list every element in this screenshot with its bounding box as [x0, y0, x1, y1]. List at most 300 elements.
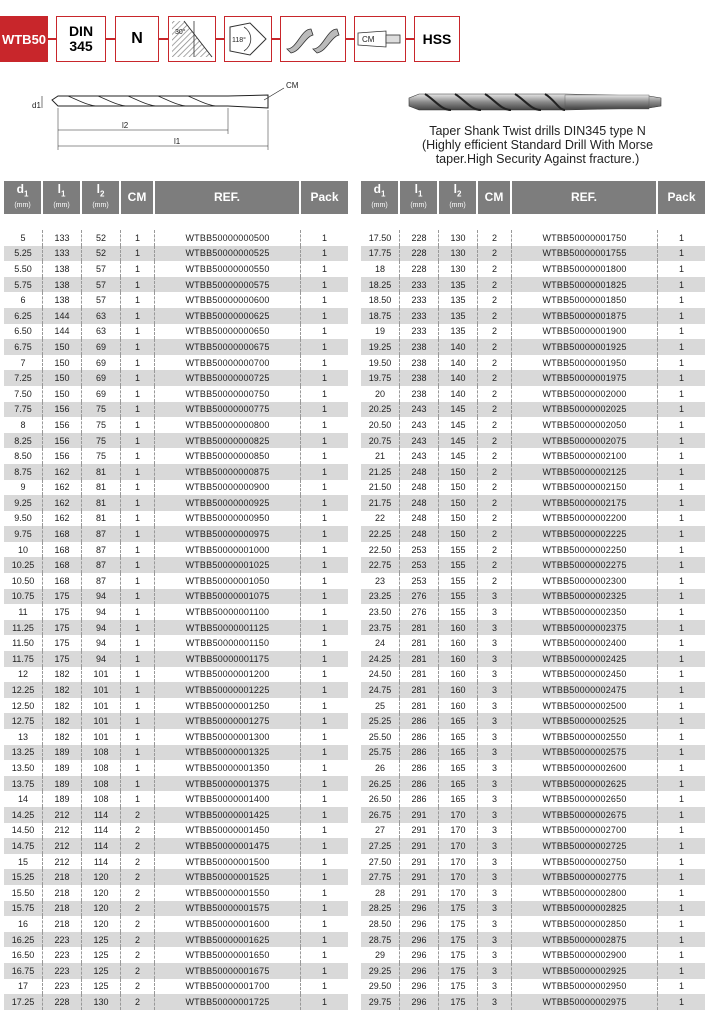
cell-ref: WTBB50000001755 [512, 246, 658, 262]
cell-ref: WTBB50000002150 [512, 480, 658, 496]
cell-ref: WTBB50000001650 [155, 947, 301, 963]
header-l1-symbol: l [57, 182, 61, 197]
cell-pack: 1 [678, 981, 684, 992]
cell-d1: 19.75 [361, 370, 400, 386]
cell-cm: 1 [121, 604, 155, 620]
cell-d1: 16.50 [4, 947, 43, 963]
table-row [4, 464, 348, 480]
cell-l2: 52 [82, 230, 121, 246]
header-l1-subscript: 1 [60, 189, 66, 199]
cell-ref: WTBB50000002375 [512, 620, 658, 636]
spacer-cell [400, 214, 439, 230]
cell-l1: 212 [43, 854, 82, 870]
cell-pack: 1 [301, 651, 348, 667]
cell-l2: 120 [82, 901, 121, 917]
table-row [361, 823, 705, 839]
cell-d1: 18 [361, 261, 400, 277]
cell-pack: 1 [321, 263, 327, 274]
cell-ref: WTBB50000002175 [512, 495, 658, 511]
cell-l2: 175 [439, 994, 478, 1010]
cell-cm: 3 [478, 854, 512, 870]
cell-l2: 101 [82, 698, 121, 714]
table-row [361, 417, 705, 433]
cell-pack: 1 [678, 794, 684, 805]
cell-d1: 8.25 [4, 433, 43, 449]
caption-line-3: taper.High Security Against fracture.) [435, 152, 640, 166]
cell-d1: 24.50 [361, 667, 400, 683]
cell-l2: 140 [439, 355, 478, 371]
cell-pack: 1 [301, 339, 348, 355]
cell-cm: 2 [478, 246, 512, 262]
cell-cm: 1 [121, 417, 155, 433]
cell-ref: WTBB50000001050 [155, 573, 301, 589]
cell-cm: 3 [478, 947, 512, 963]
cell-cm: 2 [478, 261, 512, 277]
cell-cm: 3 [478, 620, 512, 636]
cell-pack: 1 [301, 433, 348, 449]
cell-l1: 212 [43, 838, 82, 854]
din-number: 345 [69, 38, 93, 54]
table-row [361, 651, 705, 667]
cell-l1: 243 [400, 417, 439, 433]
table-row [361, 869, 705, 885]
table-row [4, 713, 348, 729]
cell-pack: 1 [678, 232, 684, 243]
table-row [361, 635, 705, 651]
cell-l1: 138 [43, 292, 82, 308]
table-row [361, 760, 705, 776]
table-row [4, 246, 348, 262]
cell-pack: 1 [321, 669, 327, 680]
cell-d1: 7 [4, 355, 43, 371]
cell-pack: 1 [678, 607, 684, 618]
cell-cm: 3 [478, 901, 512, 917]
table-row [361, 979, 705, 995]
cell-pack: 1 [321, 700, 327, 711]
cell-ref: WTBB50000002350 [512, 604, 658, 620]
cell-d1: 15.50 [4, 885, 43, 901]
cell-cm: 3 [478, 979, 512, 995]
cell-l1: 286 [400, 713, 439, 729]
cell-cm: 2 [478, 495, 512, 511]
cell-cm: 2 [121, 901, 155, 917]
cell-ref: WTBB50000001500 [155, 854, 301, 870]
cell-d1: 21 [361, 448, 400, 464]
cell-l2: 120 [82, 916, 121, 932]
cell-pack: 1 [678, 388, 684, 399]
table-row [361, 901, 705, 917]
cell-l1: 291 [400, 885, 439, 901]
cell-l1: 218 [43, 901, 82, 917]
cell-l1: 296 [400, 916, 439, 932]
cell-d1: 9.25 [4, 495, 43, 511]
cell-pack: 1 [678, 825, 684, 836]
cell-l2: 108 [82, 745, 121, 761]
header-ref: REF. [512, 181, 658, 214]
cell-l1: 182 [43, 713, 82, 729]
drawing-cm-label: CM [286, 81, 299, 90]
cell-d1: 17.75 [361, 246, 400, 262]
table-row [4, 635, 348, 651]
cell-d1: 24 [361, 635, 400, 651]
table-row [4, 448, 348, 464]
table-row [4, 557, 348, 573]
cell-cm: 3 [478, 682, 512, 698]
header-l2-subscript: 2 [99, 189, 105, 199]
cell-cm: 3 [478, 994, 512, 1010]
cell-pack: 1 [658, 495, 705, 511]
cell-cm: 2 [478, 542, 512, 558]
cell-l1: 168 [43, 557, 82, 573]
cell-l1: 168 [43, 526, 82, 542]
cell-ref: WTBB50000001025 [155, 557, 301, 573]
cell-d1: 27 [361, 823, 400, 839]
cell-l1: 189 [43, 745, 82, 761]
cell-cm: 1 [121, 589, 155, 605]
cell-l2: 145 [439, 448, 478, 464]
cell-cm: 1 [121, 402, 155, 418]
cell-l1: 276 [400, 604, 439, 620]
cell-ref: WTBB50000002525 [512, 713, 658, 729]
cell-pack: 1 [678, 575, 684, 586]
cell-ref: WTBB50000001075 [155, 589, 301, 605]
cell-d1: 15.25 [4, 869, 43, 885]
cell-d1: 8 [4, 417, 43, 433]
cell-d1: 20 [361, 386, 400, 402]
cell-cm: 2 [121, 932, 155, 948]
cell-pack: 1 [658, 308, 705, 324]
helix-angle-icon [168, 16, 216, 62]
cell-ref: WTBB50000001950 [512, 355, 658, 371]
cell-l1: 223 [43, 963, 82, 979]
cell-cm: 3 [478, 823, 512, 839]
cell-l1: 138 [43, 277, 82, 293]
cell-l2: 108 [82, 791, 121, 807]
cell-l2: 125 [82, 932, 121, 948]
cell-pack: 1 [321, 607, 327, 618]
cell-cm: 2 [478, 557, 512, 573]
table-row [361, 433, 705, 449]
cell-cm: 2 [121, 885, 155, 901]
cell-l2: 114 [82, 854, 121, 870]
table-row [4, 573, 348, 589]
cell-l1: 162 [43, 480, 82, 496]
header-d1-symbol: d [16, 182, 24, 197]
cell-l2: 155 [439, 542, 478, 558]
header-l1-unit: (mm) [410, 201, 427, 209]
cell-l2: 170 [439, 885, 478, 901]
cell-l1: 223 [43, 932, 82, 948]
spacer-cell [4, 214, 43, 230]
cell-l1: 228 [400, 261, 439, 277]
cell-d1: 29.50 [361, 979, 400, 995]
cell-pack: 1 [658, 713, 705, 729]
header-l2-symbol: l [453, 182, 457, 197]
cell-d1: 13.25 [4, 745, 43, 761]
cell-l2: 140 [439, 386, 478, 402]
cell-ref: WTBB50000001100 [155, 604, 301, 620]
table-row [361, 230, 705, 246]
cell-cm: 2 [478, 573, 512, 589]
cell-l2: 57 [82, 261, 121, 277]
cell-ref: WTBB50000002775 [512, 869, 658, 885]
cell-d1: 12 [4, 667, 43, 683]
cell-l2: 94 [82, 635, 121, 651]
cell-cm: 1 [121, 667, 155, 683]
cell-l2: 135 [439, 324, 478, 340]
cell-d1: 14.75 [4, 838, 43, 854]
product-code: WTB50 [1, 31, 47, 47]
cell-l1: 175 [43, 635, 82, 651]
cell-pack: 1 [678, 357, 684, 368]
cell-pack: 1 [321, 388, 327, 399]
cell-l1: 223 [43, 979, 82, 995]
cell-cm: 3 [478, 807, 512, 823]
cell-l2: 57 [82, 292, 121, 308]
cell-ref: WTBB50000000650 [155, 324, 301, 340]
cell-ref: WTBB50000001600 [155, 916, 301, 932]
cell-d1: 13.50 [4, 760, 43, 776]
cell-d1: 11.25 [4, 620, 43, 636]
cell-pack: 1 [658, 620, 705, 636]
cell-l1: 218 [43, 885, 82, 901]
header-d1-unit: (mm) [14, 201, 31, 209]
cell-l1: 296 [400, 947, 439, 963]
cell-cm: 2 [121, 963, 155, 979]
table-row [361, 308, 705, 324]
table-row [361, 776, 705, 792]
cell-pack: 1 [321, 825, 327, 836]
header-l2-unit: (mm) [449, 201, 466, 209]
cell-d1: 13.75 [4, 776, 43, 792]
cell-ref: WTBB50000002950 [512, 979, 658, 995]
cell-d1: 11.50 [4, 635, 43, 651]
cell-pack: 1 [658, 339, 705, 355]
cell-cm: 1 [121, 745, 155, 761]
cell-ref: WTBB50000002900 [512, 947, 658, 963]
table-row [361, 339, 705, 355]
cell-l1: 276 [400, 589, 439, 605]
table-row [361, 604, 705, 620]
cell-d1: 5 [4, 230, 43, 246]
cell-l1: 281 [400, 682, 439, 698]
cell-l1: 286 [400, 776, 439, 792]
cell-ref: WTBB50000000525 [155, 246, 301, 262]
cell-cm: 2 [121, 854, 155, 870]
cell-ref: WTBB50000000850 [155, 448, 301, 464]
cell-ref: WTBB50000002750 [512, 854, 658, 870]
cell-ref: WTBB50000001850 [512, 292, 658, 308]
cell-l1: 291 [400, 823, 439, 839]
header-l1 [400, 181, 439, 214]
cell-l1: 168 [43, 542, 82, 558]
cell-cm: 2 [478, 480, 512, 496]
cell-d1: 20.25 [361, 402, 400, 418]
header-ref: REF. [155, 181, 301, 214]
cell-l2: 63 [82, 324, 121, 340]
cell-d1: 10 [4, 542, 43, 558]
cell-l2: 160 [439, 667, 478, 683]
cell-l1: 182 [43, 667, 82, 683]
cell-cm: 1 [121, 448, 155, 464]
cell-l1: 182 [43, 682, 82, 698]
cell-l1: 175 [43, 604, 82, 620]
cell-ref: WTBB50000002875 [512, 932, 658, 948]
cell-l1: 286 [400, 760, 439, 776]
cell-d1: 11 [4, 604, 43, 620]
cell-pack: 1 [678, 451, 684, 462]
cell-l2: 145 [439, 417, 478, 433]
cell-d1: 6 [4, 292, 43, 308]
table-row [4, 994, 348, 1010]
cell-ref: WTBB50000000800 [155, 417, 301, 433]
drill-diagram [28, 78, 308, 158]
cell-l2: 170 [439, 823, 478, 839]
header-d1 [4, 181, 43, 214]
cell-ref: WTBB50000002250 [512, 542, 658, 558]
cell-cm: 2 [478, 464, 512, 480]
cell-cm: 2 [478, 386, 512, 402]
cell-pack: 1 [678, 700, 684, 711]
cell-ref: WTBB50000000725 [155, 370, 301, 386]
cell-ref: WTBB50000001925 [512, 339, 658, 355]
cell-d1: 26.75 [361, 807, 400, 823]
cell-pack: 1 [658, 589, 705, 605]
cell-ref: WTBB50000001200 [155, 667, 301, 683]
table-row [361, 947, 705, 963]
cell-cm: 1 [121, 682, 155, 698]
cell-l1: 150 [43, 355, 82, 371]
cell-ref: WTBB50000002400 [512, 635, 658, 651]
cell-pack: 1 [301, 495, 348, 511]
material-badge [414, 16, 460, 62]
cell-l2: 140 [439, 370, 478, 386]
cell-ref: WTBB50000002225 [512, 526, 658, 542]
table-spacer [4, 214, 348, 230]
cell-l2: 150 [439, 511, 478, 527]
cell-pack: 1 [658, 526, 705, 542]
cell-cm: 3 [478, 745, 512, 761]
cell-l2: 69 [82, 370, 121, 386]
cell-l2: 81 [82, 495, 121, 511]
cell-pack: 1 [658, 963, 705, 979]
cell-pack: 1 [301, 745, 348, 761]
table-row [361, 495, 705, 511]
cell-ref: WTBB50000001700 [155, 979, 301, 995]
table-row [4, 760, 348, 776]
table-row [361, 448, 705, 464]
table-row [4, 729, 348, 745]
cell-l1: 248 [400, 511, 439, 527]
cell-cm: 3 [478, 729, 512, 745]
cell-l2: 170 [439, 807, 478, 823]
cell-pack: 1 [301, 589, 348, 605]
table-row [361, 854, 705, 870]
cell-pack: 1 [301, 402, 348, 418]
cell-d1: 16 [4, 916, 43, 932]
cell-ref: WTBB50000002800 [512, 885, 658, 901]
cell-ref: WTBB50000000950 [155, 511, 301, 527]
cell-l2: 155 [439, 557, 478, 573]
cell-cm: 1 [121, 557, 155, 573]
cell-pack: 1 [321, 544, 327, 555]
cell-cm: 3 [478, 838, 512, 854]
cell-pack: 1 [301, 526, 348, 542]
cell-l2: 101 [82, 713, 121, 729]
cell-cm: 1 [121, 464, 155, 480]
cell-pack: 1 [301, 464, 348, 480]
cell-l1: 156 [43, 402, 82, 418]
cell-d1: 27.50 [361, 854, 400, 870]
cell-l1: 291 [400, 854, 439, 870]
cell-l2: 81 [82, 511, 121, 527]
cell-d1: 21.50 [361, 480, 400, 496]
header-l2-unit: (mm) [92, 201, 109, 209]
cell-l2: 75 [82, 417, 121, 433]
table-row [4, 823, 348, 839]
cell-cm: 1 [121, 324, 155, 340]
cell-l1: 238 [400, 370, 439, 386]
cell-l1: 243 [400, 448, 439, 464]
cell-pack: 1 [678, 918, 684, 929]
cell-l1: 223 [43, 947, 82, 963]
cell-cm: 1 [121, 386, 155, 402]
cell-d1: 23.25 [361, 589, 400, 605]
cell-ref: WTBB50000000575 [155, 277, 301, 293]
cell-pack: 1 [301, 246, 348, 262]
spacer-cell [658, 214, 705, 230]
cell-d1: 17.25 [4, 994, 43, 1010]
cell-l1: 248 [400, 526, 439, 542]
morse-taper-icon [354, 16, 406, 62]
cell-ref: WTBB50000000925 [155, 495, 301, 511]
cell-d1: 14.50 [4, 823, 43, 839]
cell-pack: 1 [321, 326, 327, 337]
cell-cm: 1 [121, 698, 155, 714]
cell-pack: 1 [321, 981, 327, 992]
cell-l2: 94 [82, 604, 121, 620]
table-row [361, 885, 705, 901]
header-d1-subscript: 1 [23, 189, 29, 199]
cell-cm: 3 [478, 635, 512, 651]
cell-l2: 108 [82, 760, 121, 776]
cell-l2: 165 [439, 745, 478, 761]
cell-d1: 28 [361, 885, 400, 901]
cell-ref: WTBB50000002325 [512, 589, 658, 605]
material-label: HSS [422, 31, 452, 47]
cell-l2: 160 [439, 698, 478, 714]
table-row [361, 698, 705, 714]
cell-l2: 130 [439, 261, 478, 277]
spacer-cell [301, 214, 348, 230]
type-badge [115, 16, 159, 62]
cell-l1: 150 [43, 370, 82, 386]
cell-l1: 253 [400, 557, 439, 573]
cell-d1: 5.50 [4, 261, 43, 277]
caption-title: Taper Shank Twist drills DIN345 type N [429, 124, 646, 138]
cell-ref: WTBB50000001675 [155, 963, 301, 979]
cell-d1: 19.25 [361, 339, 400, 355]
table-row [361, 370, 705, 386]
table-row [361, 292, 705, 308]
cell-l1: 253 [400, 542, 439, 558]
table-row [4, 480, 348, 496]
cell-d1: 15.75 [4, 901, 43, 917]
table-row [361, 916, 705, 932]
cell-l1: 175 [43, 620, 82, 636]
table-row [361, 480, 705, 496]
cell-d1: 16.25 [4, 932, 43, 948]
